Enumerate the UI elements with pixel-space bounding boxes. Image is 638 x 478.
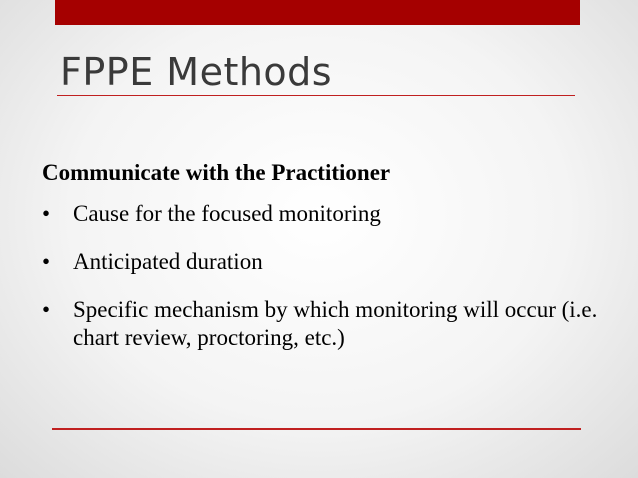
bullet-dot-icon: • [42, 201, 51, 226]
bullet-item [42, 248, 622, 276]
section-subheading: Communicate with the Practitioner [42, 160, 391, 185]
bullet-item [42, 296, 622, 352]
slide-title: FPPE Methods [60, 50, 333, 94]
bullet-text: Specific mechanism by which monitoring will occur (i.e. chart review, proctoring, etc.) [73, 297, 598, 350]
bullet-item [42, 200, 622, 228]
bullet-dot-icon: • [42, 297, 51, 322]
bullet-dot-icon: • [42, 249, 51, 274]
bottom-divider [52, 428, 581, 430]
top-accent-bar [55, 0, 580, 25]
title-underline [57, 95, 575, 96]
slide-body [42, 158, 622, 372]
bullet-list [42, 200, 622, 352]
bullet-text: Anticipated duration [73, 249, 263, 274]
bullet-text: Cause for the focused monitoring [73, 201, 381, 226]
